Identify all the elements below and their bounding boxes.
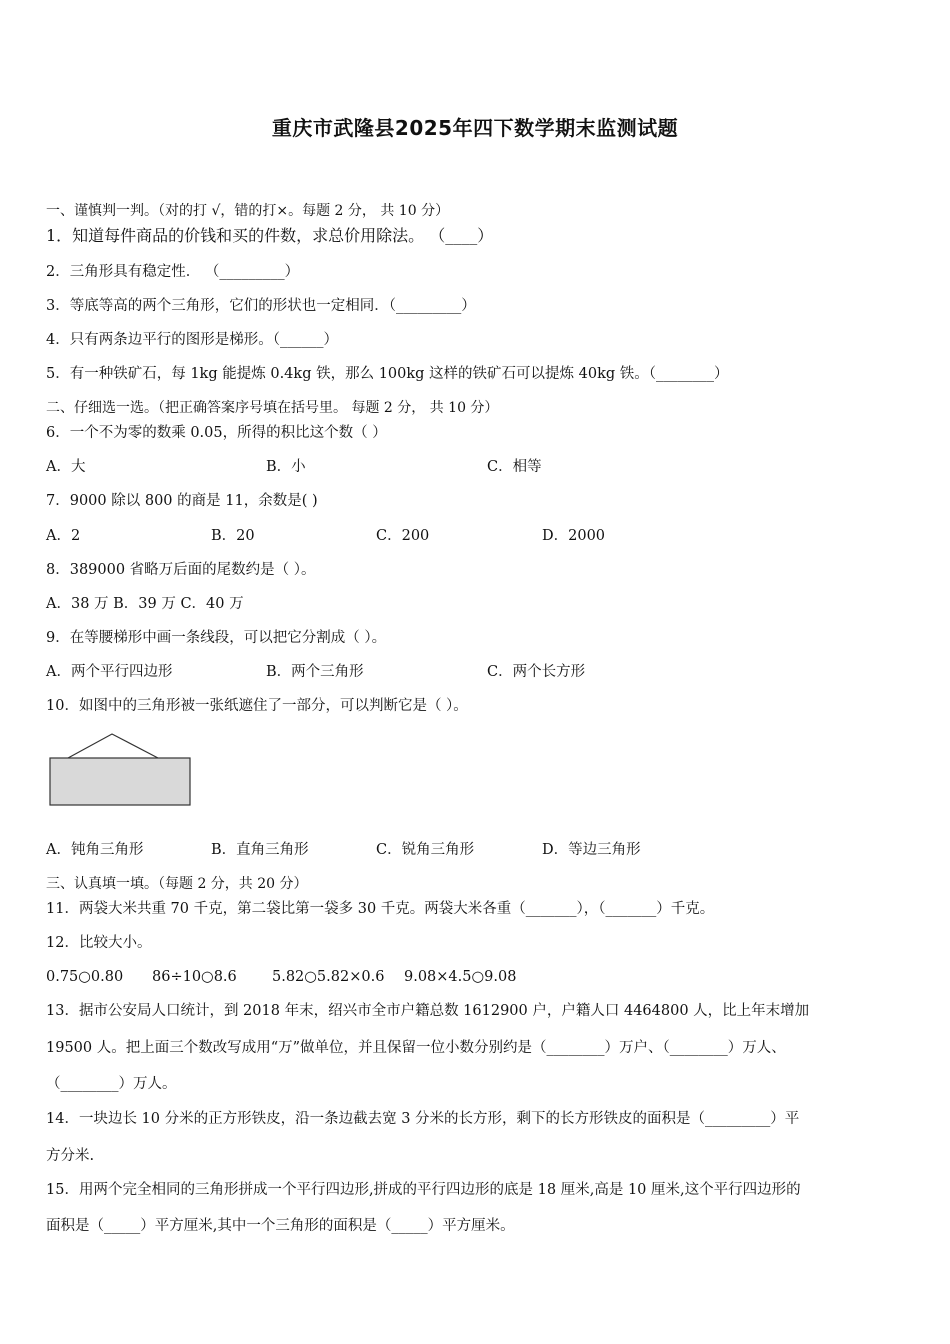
question-4: 4．只有两条边平行的图形是梯形。（______） [46,332,338,348]
question-15-line1: 15．用两个完全相同的三角形拼成一个平行四边形,拼成的平行四边形的底是 18 厘米,高是 10 厘米,这个平行四边形的 [46,1182,801,1198]
section2-heading: 二、仔细选一选。（把正确答案序号填在括号里。 每题 2 分， 共 10 分） [46,400,499,416]
question-10: 10．如图中的三角形被一张纸遮住了一部分，可以判断它是（ ）。 [46,698,468,714]
q6-option-b: B．小 [266,459,306,475]
question-13-line1: 13．据市公安局人口统计，到 2018 年末，绍兴市全市户籍总数 1612900 户，户籍人口 4464800 人，比上年末增加 [46,1003,810,1019]
q7-option-b: B．20 [211,528,255,544]
q9-option-c: C．两个长方形 [487,664,586,680]
q12-item-3: 5.82○5.82×0.6 [272,969,385,985]
covered-triangle-figure [46,728,196,810]
question-11: 11．两袋大米共重 70 千克，第二袋比第一袋多 30 千克。两袋大米各重（_______），（_______）千克。 [46,901,715,917]
section1-heading: 一、谨慎判一判。（对的打 √，错的打×。每题 2 分， 共 10 分） [46,203,450,219]
section3-heading: 三、认真填一填。（每题 2 分，共 20 分） [46,876,308,892]
q12-item-1: 0.75○0.80 [46,969,124,985]
question-13-line3: （________）万人。 [46,1076,177,1092]
question-13-line2: 19500 人。把上面三个数改写成用“万”做单位，并且保留一位小数分别约是（________）万户、（________）万人、 [46,1040,786,1056]
paper-cover-rect [50,758,190,805]
question-7: 7．9000 除以 800 的商是 11，余数是( ) [46,493,318,509]
q12-item-2: 86÷10○8.6 [152,969,237,985]
question-5: 5．有一种铁矿石，每 1kg 能提炼 0.4kg 铁，那么 100kg 这样的铁矿石可以提炼 40kg 铁。（________） [46,366,729,382]
question-15-line2: 面积是（_____）平方厘米,其中一个三角形的面积是（_____）平方厘米。 [46,1218,515,1234]
q10-option-d: D．等边三角形 [542,842,641,858]
question-2: 2．三角形具有稳定性． （_________） [46,264,300,280]
q7-option-d: D．2000 [542,528,606,544]
question-12: 12．比较大小。 [46,935,152,951]
q8-options: A．38 万 B．39 万 C．40 万 [46,596,244,612]
question-9: 9．在等腰梯形中画一条线段，可以把它分割成（ ）。 [46,630,387,646]
q7-option-a: A．2 [46,528,81,544]
q9-option-a: A．两个平行四边形 [46,664,173,680]
q10-option-b: B．直角三角形 [211,842,309,858]
question-3: 3．等底等高的两个三角形，它们的形状也一定相同．（_________） [46,298,476,314]
q10-option-c: C．锐角三角形 [376,842,475,858]
q6-option-a: A．大 [46,459,86,475]
triangle-apex [68,734,158,758]
question-1: 1．知道每件商品的价钱和买的件数，求总价用除法。 （____） [46,226,494,245]
question-14-line2: 方分米. [46,1148,95,1164]
page-title: 重庆市武隆县2025年四下数学期末监测试题 [271,116,679,140]
question-14-line1: 14．一块边长 10 分米的正方形铁皮，沿一条边截去宽 3 分米的长方形，剩下的长方形铁皮的面积是（_________）平 [46,1111,800,1127]
q10-option-a: A．钝角三角形 [46,842,144,858]
q7-option-c: C．200 [376,528,430,544]
q6-option-c: C．相等 [487,459,542,475]
question-8: 8．389000 省略万后面的尾数约是（ ）。 [46,562,316,578]
q12-item-4: 9.08×4.5○9.08 [404,969,517,985]
question-6: 6．一个不为零的数乘 0.05，所得的积比这个数（ ） [46,425,387,441]
q9-option-b: B．两个三角形 [266,664,364,680]
